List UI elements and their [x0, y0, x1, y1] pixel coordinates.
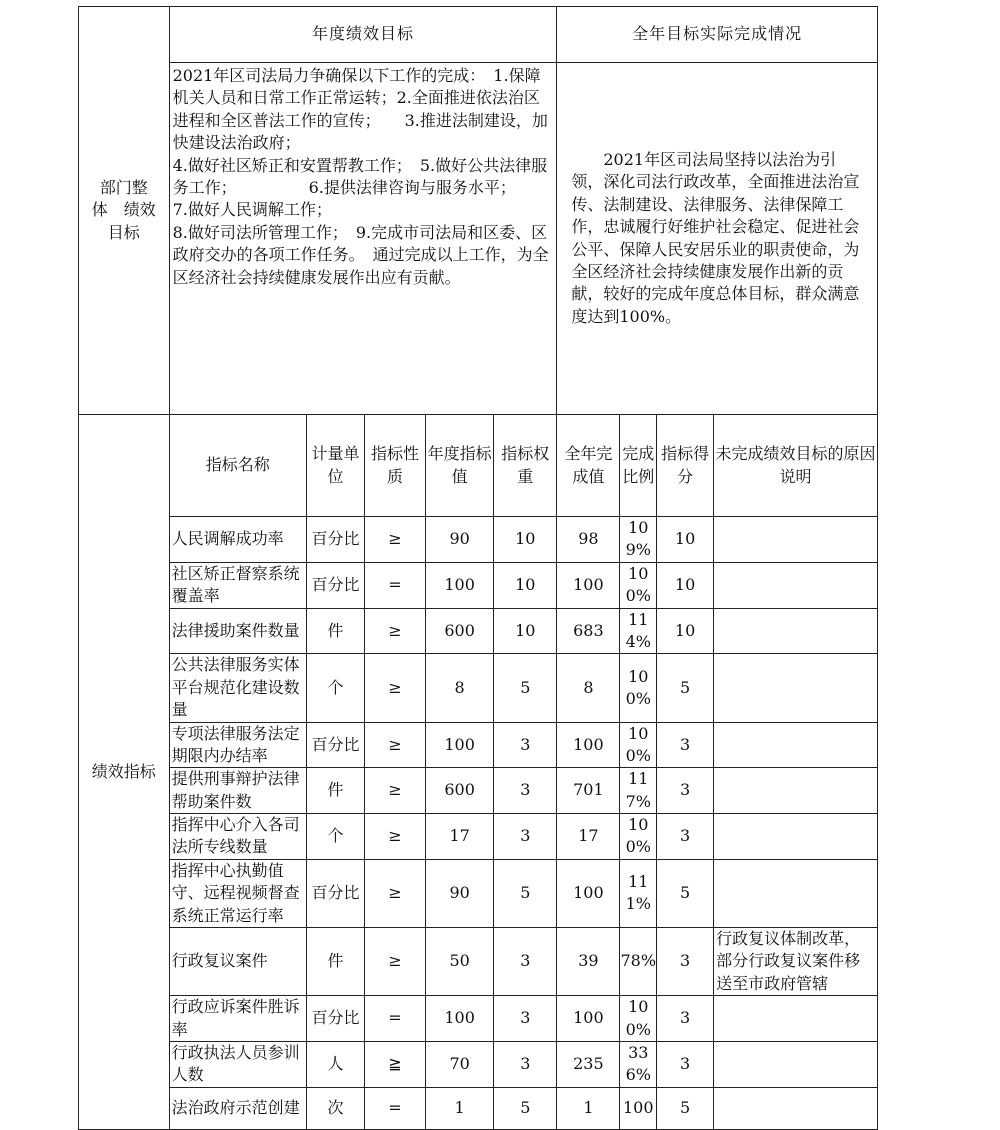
- indicator-nature: =: [364, 562, 425, 608]
- indicator-actual: 98: [557, 517, 620, 563]
- indicator-ratio: 114%: [620, 608, 657, 654]
- indicator-unit: 百分比: [306, 722, 364, 768]
- col-actual-header: 全年完成值: [557, 415, 620, 517]
- indicator-weight: 5: [494, 859, 557, 927]
- indicator-ratio: 100%: [620, 654, 657, 722]
- indicator-target: 17: [426, 814, 494, 860]
- indicator-reason: [714, 562, 878, 608]
- indicator-weight: 5: [494, 1087, 557, 1129]
- indicator-weight: 3: [494, 722, 557, 768]
- indicator-weight: 10: [494, 608, 557, 654]
- actual-status-header: 全年目标实际完成情况: [557, 7, 878, 63]
- indicator-name: 行政复议案件: [169, 928, 306, 996]
- indicator-weight: 5: [494, 654, 557, 722]
- indicator-unit: 百分比: [306, 517, 364, 563]
- indicator-nature: ≧: [364, 1041, 425, 1087]
- indicator-actual: 701: [557, 768, 620, 814]
- indicator-name: 专项法律服务法定期限内办结率: [169, 722, 306, 768]
- table-row: [79, 654, 878, 722]
- performance-table: [78, 6, 878, 1130]
- col-target-header: 年度指标值: [426, 415, 494, 517]
- table-row: [79, 608, 878, 654]
- indicator-name: 法治政府示范创建: [169, 1087, 306, 1129]
- indicator-unit: 百分比: [306, 859, 364, 927]
- indicator-unit: 百分比: [306, 562, 364, 608]
- annual-goal-text: 2021年区司法局力争确保以下工作的完成： 1.保障机关人员和日常工作正常运转；2.全面推进依法治区进程和全区普法工作的宣传； 3.推进法制建设，加快建设法治政府； 4.做好社区矫正和安置帮教工作； 5.做好公共法律服务工作； 6.提供法律咨询与服务水平； 7.做好人民调解工作； 8.做好司法所管理工作； 9.完成市司法局和区委、区政府交办的各项工作任务。 通过完成以上工作，为全区经济社会持续健康发展作出应有贡献。: [169, 63, 557, 415]
- indicator-actual: 235: [557, 1041, 620, 1087]
- indicator-unit: 件: [306, 608, 364, 654]
- indicator-score: 3: [657, 928, 714, 996]
- col-name-header: 指标名称: [169, 415, 306, 517]
- indicator-target: 50: [426, 928, 494, 996]
- indicator-weight: 3: [494, 814, 557, 860]
- indicator-score: 3: [657, 814, 714, 860]
- indicator-nature: ≥: [364, 654, 425, 722]
- indicator-name: 公共法律服务实体平台规范化建设数量: [169, 654, 306, 722]
- indicator-ratio: 100: [620, 1087, 657, 1129]
- col-unit-header: 计量单位: [306, 415, 364, 517]
- col-reason-header: 未完成绩效目标的原因说明: [714, 415, 878, 517]
- indicator-score: 3: [657, 1041, 714, 1087]
- indicator-reason: [714, 814, 878, 860]
- indicator-name: 指挥中心执勤值守、远程视频督查系统正常运行率: [169, 859, 306, 927]
- col-score-header: 指标得分: [657, 415, 714, 517]
- indicator-score: 5: [657, 1087, 714, 1129]
- indicator-name: 法律援助案件数量: [169, 608, 306, 654]
- indicator-ratio: 100%: [620, 562, 657, 608]
- indicator-reason: [714, 859, 878, 927]
- indicator-weight: 3: [494, 1041, 557, 1087]
- annual-goal-header: 年度绩效目标: [169, 7, 557, 63]
- col-nature-header: 指标性质: [364, 415, 425, 517]
- indicator-unit: 个: [306, 814, 364, 860]
- indicator-ratio: 100%: [620, 996, 657, 1042]
- indicator-name: 行政应诉案件胜诉率: [169, 996, 306, 1042]
- indicator-target: 90: [426, 859, 494, 927]
- indicator-target: 100: [426, 996, 494, 1042]
- indicator-ratio: 100%: [620, 722, 657, 768]
- table-row: [79, 722, 878, 768]
- table-row: [79, 996, 878, 1042]
- indicator-score: 3: [657, 996, 714, 1042]
- indicator-actual: 1: [557, 1087, 620, 1129]
- indicator-nature: ≥: [364, 928, 425, 996]
- indicator-actual: 100: [557, 859, 620, 927]
- indicator-ratio: 336%: [620, 1041, 657, 1087]
- table-row: [79, 814, 878, 860]
- indicator-weight: 3: [494, 996, 557, 1042]
- indicator-reason: [714, 517, 878, 563]
- indicator-nature: =: [364, 996, 425, 1042]
- indicator-unit: 个: [306, 654, 364, 722]
- indicator-name: 提供刑事辩护法律帮助案件数: [169, 768, 306, 814]
- indicator-target: 600: [426, 768, 494, 814]
- indicator-target: 8: [426, 654, 494, 722]
- indicator-score: 10: [657, 608, 714, 654]
- indicator-nature: ≥: [364, 517, 425, 563]
- indicator-name: 社区矫正督察系统覆盖率: [169, 562, 306, 608]
- actual-status-text: 2021年区司法局坚持以法治为引领，深化司法行政改革，全面推进法治宣传、法制建设、法律服务、法律保障工作，忠诚履行好维护社会稳定、促进社会公平、保障人民安居乐业的职责使命，为全区经济社会持续健康发展作出新的贡献，较好的完成年度总体目标，群众满意度达到100%。: [557, 63, 878, 415]
- indicator-target: 100: [426, 562, 494, 608]
- table-row: [79, 859, 878, 927]
- indicator-nature: ≥: [364, 768, 425, 814]
- indicator-reason: [714, 722, 878, 768]
- indicator-unit: 件: [306, 768, 364, 814]
- indicator-target: 600: [426, 608, 494, 654]
- indicator-unit: 人: [306, 1041, 364, 1087]
- indicator-reason: [714, 1041, 878, 1087]
- indicator-reason: [714, 654, 878, 722]
- table-row: [79, 517, 878, 563]
- indicator-unit: 次: [306, 1087, 364, 1129]
- indicator-weight: 3: [494, 928, 557, 996]
- indicator-nature: =: [364, 1087, 425, 1129]
- indicator-name: 指挥中心介入各司法所专线数量: [169, 814, 306, 860]
- indicator-ratio: 117%: [620, 768, 657, 814]
- indicator-unit: 件: [306, 928, 364, 996]
- indicator-reason: 行政复议体制改革，部分行政复议案件移送至市政府管辖: [714, 928, 878, 996]
- indicator-actual: 8: [557, 654, 620, 722]
- indicator-score: 5: [657, 859, 714, 927]
- indicator-weight: 10: [494, 562, 557, 608]
- indicator-reason: [714, 768, 878, 814]
- dept-goal-label: 部门整 体 绩效 目标: [79, 7, 170, 415]
- indicator-weight: 3: [494, 768, 557, 814]
- table-row: [79, 1041, 878, 1087]
- indicator-nature: ≥: [364, 608, 425, 654]
- indicator-target: 1: [426, 1087, 494, 1129]
- indicator-unit: 百分比: [306, 996, 364, 1042]
- table-row: [79, 562, 878, 608]
- indicator-reason: [714, 996, 878, 1042]
- col-weight-header: 指标权重: [494, 415, 557, 517]
- indicator-target: 70: [426, 1041, 494, 1087]
- indicator-nature: ≥: [364, 722, 425, 768]
- indicator-score: 3: [657, 722, 714, 768]
- indicator-weight: 10: [494, 517, 557, 563]
- col-ratio-header: 完成比例: [620, 415, 657, 517]
- indicator-name: 人民调解成功率: [169, 517, 306, 563]
- indicator-ratio: 100%: [620, 814, 657, 860]
- indicator-actual: 17: [557, 814, 620, 860]
- table-row: [79, 768, 878, 814]
- indicator-reason: [714, 1087, 878, 1129]
- indicator-nature: ≥: [364, 859, 425, 927]
- indicator-nature: ≥: [364, 814, 425, 860]
- indicator-ratio: 78%: [620, 928, 657, 996]
- indicator-actual: 100: [557, 996, 620, 1042]
- indicator-actual: 683: [557, 608, 620, 654]
- table-row: [79, 928, 878, 996]
- indicator-reason: [714, 608, 878, 654]
- indicators-label: 绩效指标: [79, 415, 170, 1130]
- indicator-score: 3: [657, 768, 714, 814]
- table-row: [79, 1087, 878, 1129]
- indicator-ratio: 111%: [620, 859, 657, 927]
- indicator-actual: 39: [557, 928, 620, 996]
- indicator-ratio: 109%: [620, 517, 657, 563]
- indicator-score: 10: [657, 517, 714, 563]
- indicator-name: 行政执法人员参训人数: [169, 1041, 306, 1087]
- indicator-score: 10: [657, 562, 714, 608]
- indicator-actual: 100: [557, 722, 620, 768]
- indicator-actual: 100: [557, 562, 620, 608]
- indicator-target: 100: [426, 722, 494, 768]
- indicator-target: 90: [426, 517, 494, 563]
- indicator-score: 5: [657, 654, 714, 722]
